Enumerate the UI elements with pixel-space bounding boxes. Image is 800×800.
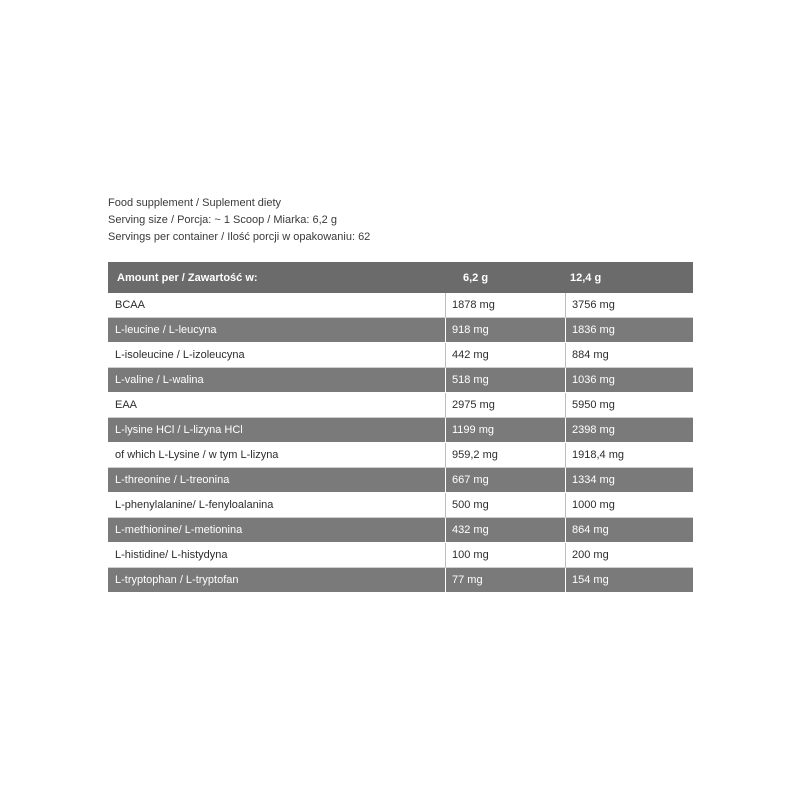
table-row <box>108 343 693 368</box>
nutrient-name: L-valine / L-walina <box>115 374 204 386</box>
nutrient-value-serving-2: 1836 mg <box>565 318 693 342</box>
table-row <box>108 468 693 493</box>
nutrient-value-serving-2: 1000 mg <box>565 493 693 517</box>
nutrient-value-serving-2: 864 mg <box>565 518 693 542</box>
servings-per-container-line: Servings per container / Ilość porcji w opakowaniu: 62 <box>108 231 371 243</box>
table-header-row <box>108 262 693 293</box>
header-serving-1: 6,2 g <box>463 271 489 284</box>
nutrient-value-serving-1: 432 mg <box>445 518 565 542</box>
header-amount-per: Amount per / Zawartość w: <box>117 271 258 284</box>
amino-acid-table <box>108 262 693 593</box>
nutrient-value-serving-1: 959,2 mg <box>445 443 565 467</box>
nutrient-value-serving-2: 2398 mg <box>565 418 693 442</box>
nutrient-name: L-threonine / L-treonina <box>115 474 230 486</box>
nutrient-value-serving-2: 1036 mg <box>565 368 693 392</box>
nutrient-value-serving-2: 1334 mg <box>565 468 693 492</box>
nutrient-name: L-tryptophan / L-tryptofan <box>115 574 239 586</box>
table-row <box>108 368 693 393</box>
nutrient-value-serving-1: 500 mg <box>445 493 565 517</box>
nutrient-value-serving-1: 77 mg <box>445 568 565 592</box>
nutrient-value-serving-2: 1918,4 mg <box>565 443 693 467</box>
table-row <box>108 493 693 518</box>
nutrient-value-serving-2: 884 mg <box>565 343 693 367</box>
nutrient-value-serving-2: 3756 mg <box>565 293 693 317</box>
nutrient-value-serving-2: 5950 mg <box>565 393 693 417</box>
nutrient-value-serving-1: 518 mg <box>445 368 565 392</box>
nutrient-value-serving-2: 200 mg <box>565 543 693 567</box>
nutrient-value-serving-1: 667 mg <box>445 468 565 492</box>
table-row <box>108 418 693 443</box>
nutrient-value-serving-1: 1878 mg <box>445 293 565 317</box>
header-serving-2: 12,4 g <box>570 271 602 284</box>
nutrient-value-serving-2: 154 mg <box>565 568 693 592</box>
product-type-line: Food supplement / Suplement diety <box>108 197 282 209</box>
nutrient-value-serving-1: 918 mg <box>445 318 565 342</box>
table-row <box>108 543 693 568</box>
table-row <box>108 568 693 593</box>
nutrient-name: L-histidine/ L-histydyna <box>115 549 228 561</box>
nutrient-name: BCAA <box>115 299 145 311</box>
nutrient-name: L-phenylalanine/ L-fenyloalanina <box>115 499 274 511</box>
nutrient-value-serving-1: 2975 mg <box>445 393 565 417</box>
table-row <box>108 518 693 543</box>
serving-size-line: Serving size / Porcja: ~ 1 Scoop / Miarka: 6,2 g <box>108 214 337 226</box>
nutrient-value-serving-1: 100 mg <box>445 543 565 567</box>
table-row <box>108 293 693 318</box>
nutrient-value-serving-1: 1199 mg <box>445 418 565 442</box>
nutrient-name: L-leucine / L-leucyna <box>115 324 217 336</box>
nutrient-name: L-isoleucine / L-izoleucyna <box>115 349 245 361</box>
table-row <box>108 443 693 468</box>
nutrient-value-serving-1: 442 mg <box>445 343 565 367</box>
nutrient-name: EAA <box>115 399 138 411</box>
product-info <box>108 195 370 246</box>
nutrient-name: L-lysine HCl / L-lizyna HCl <box>115 424 243 436</box>
nutrient-name: of which L-Lysine / w tym L-lizyna <box>115 449 279 461</box>
table-row <box>108 318 693 343</box>
nutrient-name: L-methionine/ L-metionina <box>115 524 243 536</box>
table-row <box>108 393 693 418</box>
